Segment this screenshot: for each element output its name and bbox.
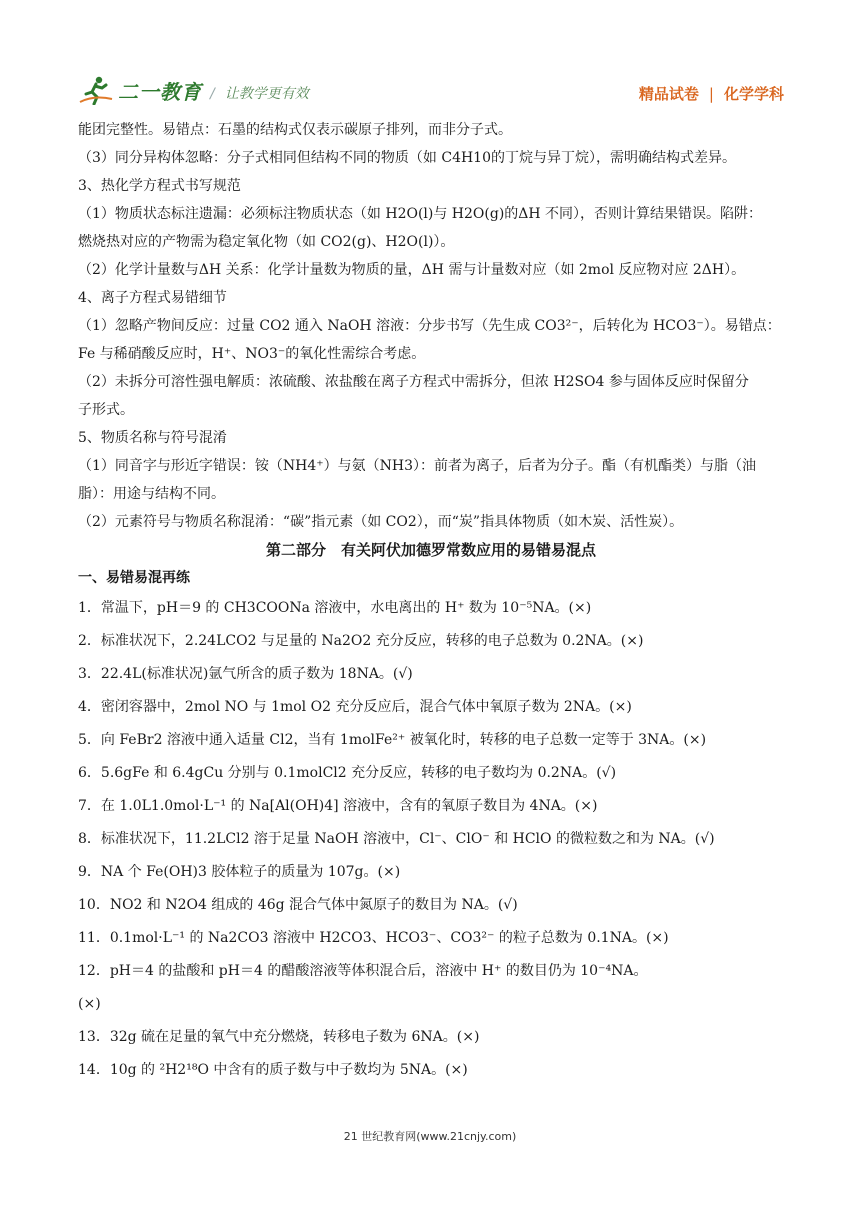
question-item: 14．10g 的 ²H2¹⁸O 中含有的质子数与中子数均为 5NA。(×) bbox=[78, 1062, 468, 1078]
question-item: 11．0.1mol·L⁻¹ 的 Na2CO3 溶液中 H2CO3、HCO3⁻、CO3²⁻ 的粒子总数为 0.1NA。(×) bbox=[78, 930, 669, 946]
subject-label: 精品试卷 | 化学学科 bbox=[638, 85, 784, 103]
question-item: 3．22.4L(标准状况)氩气所含的质子数为 18NA。(√) bbox=[78, 666, 413, 682]
paragraph: （2）化学计量数与ΔH 关系：化学计量数为物质的量，ΔH 需与计量数对应（如 2mol 反应物对应 2ΔH）。 bbox=[78, 262, 746, 278]
paragraph: （1）同音字与形近字错误：铵（NH4⁺）与氨（NH3）：前者为离子，后者为分子。酯（有机酯类）与脂（油 bbox=[78, 458, 757, 474]
document-body bbox=[78, 116, 784, 1087]
page-header bbox=[78, 72, 784, 112]
question-item: 4．密闭容器中，2mol NO 与 1mol O2 充分反应后，混合气体中氧原子数为 2NA。(×) bbox=[78, 699, 632, 715]
paragraph: 燃烧热对应的产物需为稳定氧化物（如 CO2(g)、H2O(l)）。 bbox=[78, 234, 455, 250]
subsection-title: 一、易错易混再练 bbox=[78, 570, 190, 586]
heading-4: 4、离子方程式易错细节 bbox=[78, 290, 227, 306]
page-footer: 21 世纪教育网(www.21cnjy.com) bbox=[343, 1130, 517, 1143]
paragraph: （3）同分异构体忽略：分子式相同但结构不同的物质（如 C4H10的丁烷与异丁烷），需明确结构式差异。 bbox=[78, 150, 736, 166]
premium-paper-label: 精品试卷 bbox=[638, 85, 699, 103]
question-item: 13．32g 硫在足量的氧气中充分燃烧，转移电子数为 6NA。(×) bbox=[78, 1029, 480, 1045]
paragraph: Fe 与稀硝酸反应时，H⁺、NO3⁻的氧化性需综合考虑。 bbox=[78, 346, 426, 362]
paragraph: （1）忽略产物间反应：过量 CO2 通入 NaOH 溶液：分步书写（先生成 CO3²⁻，后转化为 HCO3⁻）。易错点： bbox=[78, 318, 781, 334]
paragraph: （2）未拆分可溶性强电解质：浓硫酸、浓盐酸在离子方程式中需拆分，但浓 H2SO4 参与固体反应时保留分 bbox=[78, 374, 749, 390]
logo-text: 二一教育 bbox=[118, 79, 202, 104]
question-item: 5．向 FeBr2 溶液中通入适量 Cl2，当有 1molFe²⁺ 被氧化时，转移的电子总数一定等于 3NA。(×) bbox=[78, 732, 707, 748]
section-title: 第二部分 有关阿伏加德罗常数应用的易错易混点 bbox=[265, 541, 596, 559]
question-item: 10．NO2 和 N2O4 组成的 46g 混合气体中氮原子的数目为 NA。(√) bbox=[78, 897, 518, 913]
heading-5: 5、物质名称与符号混淆 bbox=[78, 430, 227, 446]
question-item: 6．5.6gFe 和 6.4gCu 分别与 0.1molCl2 充分反应，转移的电子数均为 0.2NA。(√) bbox=[78, 765, 617, 781]
question-list bbox=[78, 592, 784, 1087]
question-item: 1．常温下，pH＝9 的 CH3COONa 溶液中，水电离出的 H⁺ 数为 10⁻⁵NA。(×) bbox=[78, 600, 592, 616]
paragraph: （2）元素符号与物质名称混淆：“碳”指元素（如 CO2），而“炭”指具体物质（如木炭、活性炭）。 bbox=[78, 514, 684, 530]
heading-3: 3、热化学方程式书写规范 bbox=[78, 178, 241, 194]
question-item: 7．在 1.0L1.0mol·L⁻¹ 的 Na[Al(OH)4] 溶液中，含有的氧原子数目为 4NA。(×) bbox=[78, 798, 598, 814]
paragraph: （1）物质状态标注遗漏：必须标注物质状态（如 H2O(l)与 H2O(g)的ΔH 不同），否则计算结果错误。陷阱： bbox=[78, 206, 763, 222]
question-item: 9．NA 个 Fe(OH)3 胶体粒子的质量为 107g。(×) bbox=[78, 864, 401, 880]
question-item: 12．pH＝4 的盐酸和 pH＝4 的醋酸溶液等体积混合后，溶液中 H⁺ 的数目仍为 10⁻⁴NA。 bbox=[78, 963, 648, 979]
question-item: 8．标准状况下，11.2LCl2 溶于足量 NaOH 溶液中，Cl⁻、ClO⁻ 和 HClO 的微粒数之和为 NA。(√) bbox=[78, 831, 715, 847]
running-man-icon bbox=[78, 75, 114, 105]
paragraph: 能团完整性。易错点：石墨的结构式仅表示碳原子排列，而非分子式。 bbox=[78, 122, 512, 138]
question-item: 2．标准状况下，2.24LCO2 与足量的 Na2O2 充分反应，转移的电子总数为 0.2NA。(×) bbox=[78, 633, 644, 649]
slogan: / 让教学更有效 bbox=[210, 86, 309, 102]
logo bbox=[78, 72, 202, 108]
slogan-text: 让教学更有效 bbox=[224, 86, 309, 102]
paragraph: 脂）：用途与结构不同。 bbox=[78, 486, 225, 502]
question-item: (×) bbox=[78, 996, 101, 1012]
paragraph: 子形式。 bbox=[78, 402, 134, 418]
subject-name: 化学学科 bbox=[723, 85, 784, 103]
